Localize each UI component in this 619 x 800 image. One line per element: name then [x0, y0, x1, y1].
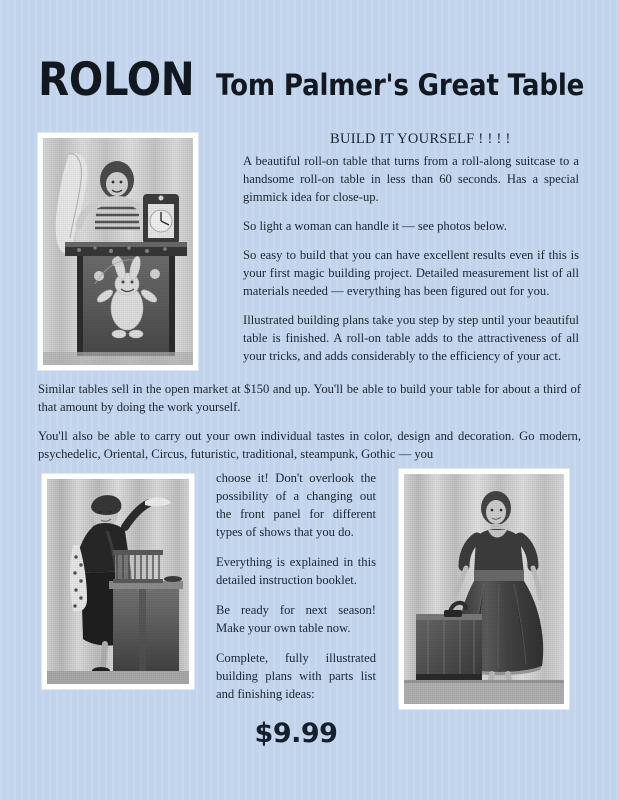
intro-copy-column [243, 152, 579, 376]
copy-paragraph: Be ready for next season! Make your own table now. [216, 603, 376, 635]
woman-suitcase-illustration [404, 474, 564, 704]
photo-woman-case-image [404, 474, 564, 704]
brand-title: ROLON [37, 52, 195, 106]
pricing-comparison-copy [38, 380, 581, 474]
photo-woman-table-image [47, 479, 189, 684]
copy-paragraph: You'll also be able to carry out your own individual tastes in color, design and decoration. Go modern, psychedelic, Oriental, Circus, futuristic, traditional, steampunk, Gothic — you [38, 429, 581, 461]
brand-subtitle: Tom Palmer's Great Table [216, 68, 585, 102]
build-it-yourself-headline: BUILD IT YOURSELF ! ! ! ! [330, 131, 511, 147]
copy-paragraph: Complete, fully illustrated building plans with parts list and finishing ideas: [216, 651, 376, 701]
photo-child-behind-magic-table [38, 133, 198, 370]
copy-paragraph: A beautiful roll-on table that turns from a roll-along suitcase to a handsome roll-on table in less than 60 seconds. Has a special gimmick idea for close-up. [243, 154, 579, 204]
copy-paragraph: Illustrated building plans take you step by step until your beautiful table is finished. A roll-on table adds to the attractiveness of all your tricks, and adds considerably to the efficiency of your act. [243, 313, 579, 363]
photo-child-image [43, 138, 193, 365]
details-copy-column [216, 469, 376, 754]
copy-paragraph: Everything is explained in this detailed instruction booklet. [216, 555, 376, 587]
photo-woman-beside-table [42, 474, 194, 689]
masthead [37, 0, 585, 106]
photo-woman-with-suitcase [399, 469, 569, 709]
copy-paragraph: So easy to build that you can have excellent results even if this is your first magic building project. Detailed measurement list of all materials needed — everything has been figured out for you. [243, 248, 579, 298]
copy-paragraph: choose it! Don't overlook the possibility of a changing out the front panel for different types of shows that you do. [216, 471, 376, 539]
woman-table-illustration [47, 479, 189, 684]
child-table-illustration [43, 138, 193, 365]
price-label: $9.99 [254, 718, 338, 749]
copy-paragraph: So light a woman can handle it — see photos below. [243, 219, 507, 233]
copy-paragraph: Similar tables sell in the open market at $150 and up. You'll be able to build your table for about a third of that amount by doing the work yourself. [38, 382, 581, 414]
